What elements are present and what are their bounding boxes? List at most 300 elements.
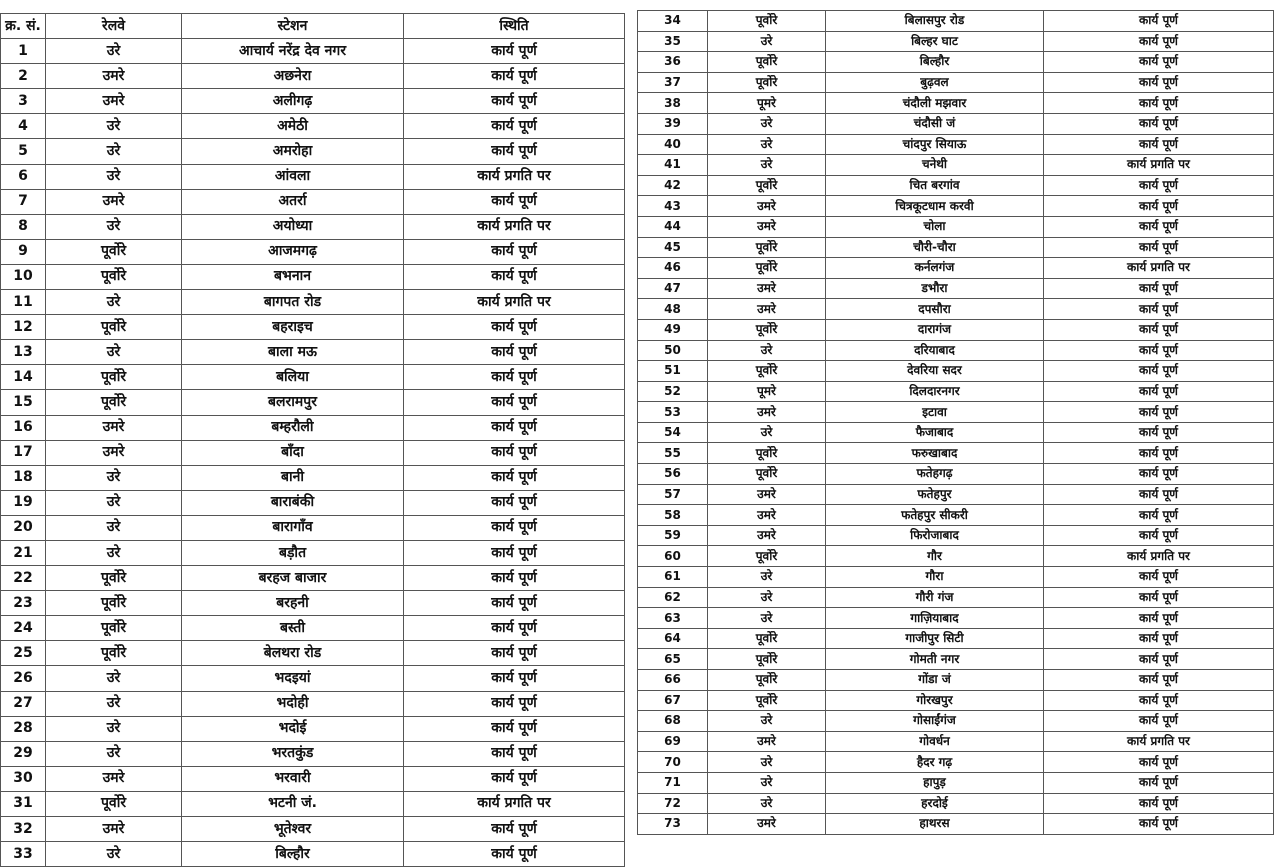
table-row — [638, 361, 1274, 382]
cell-status: कार्य पूर्ण — [1044, 525, 1274, 546]
cell-railway: पूर्वोरे — [46, 239, 182, 264]
table-row — [638, 113, 1274, 134]
cell-status: कार्य प्रगति पर — [1044, 546, 1274, 567]
cell-station-name: कर्नलगंज — [826, 258, 1044, 279]
cell-serial-number: 29 — [1, 741, 46, 766]
cell-railway: उरे — [708, 772, 826, 793]
cell-station-name: दरियाबाद — [826, 340, 1044, 361]
cell-station-name: गौरा — [826, 567, 1044, 588]
cell-railway: उमरे — [708, 278, 826, 299]
cell-status: कार्य प्रगति पर — [404, 791, 625, 816]
cell-status: कार्य पूर्ण — [1044, 443, 1274, 464]
cell-station-name: अलीगढ़ — [182, 89, 404, 114]
cell-status: कार्य पूर्ण — [404, 842, 625, 867]
cell-serial-number: 72 — [638, 793, 708, 814]
cell-railway: उमरे — [708, 402, 826, 423]
cell-status: कार्य पूर्ण — [1044, 196, 1274, 217]
table-row — [638, 443, 1274, 464]
table-row — [1, 390, 625, 415]
cell-railway: उरे — [46, 39, 182, 64]
table-row — [1, 791, 625, 816]
table-row — [638, 31, 1274, 52]
table-row — [638, 690, 1274, 711]
table-row — [638, 93, 1274, 114]
cell-railway: उमरे — [46, 89, 182, 114]
table-row — [1, 415, 625, 440]
table-row — [638, 464, 1274, 485]
cell-status: कार्य पूर्ण — [404, 365, 625, 390]
cell-railway: पूर्वोरे — [708, 11, 826, 32]
table-row — [638, 772, 1274, 793]
station-table-right — [637, 10, 1274, 835]
cell-serial-number: 55 — [638, 443, 708, 464]
cell-status: कार्य पूर्ण — [404, 390, 625, 415]
table-row — [1, 239, 625, 264]
table-row — [1, 189, 625, 214]
cell-status: कार्य पूर्ण — [1044, 319, 1274, 340]
cell-status: कार्य पूर्ण — [404, 415, 625, 440]
table-row — [1, 540, 625, 565]
cell-status: कार्य प्रगति पर — [404, 290, 625, 315]
cell-serial-number: 15 — [1, 390, 46, 415]
cell-status: कार्य पूर्ण — [404, 89, 625, 114]
cell-station-name: चौरी-चौरा — [826, 237, 1044, 258]
cell-serial-number: 64 — [638, 628, 708, 649]
cell-station-name: फतेहगढ़ — [826, 464, 1044, 485]
cell-station-name: बिल्हौर — [826, 52, 1044, 73]
cell-station-name: डभौरा — [826, 278, 1044, 299]
cell-railway: उरे — [708, 711, 826, 732]
cell-status: कार्य प्रगति पर — [1044, 155, 1274, 176]
table-row — [638, 237, 1274, 258]
cell-station-name: हरदोई — [826, 793, 1044, 814]
cell-railway: पूर्वोरे — [46, 315, 182, 340]
cell-railway: उरे — [46, 540, 182, 565]
cell-station-name: अमेठी — [182, 114, 404, 139]
cell-serial-number: 24 — [1, 616, 46, 641]
cell-status: कार्य पूर्ण — [404, 315, 625, 340]
cell-railway: उमरे — [708, 196, 826, 217]
table-row — [1, 114, 625, 139]
cell-railway: उमरे — [46, 440, 182, 465]
cell-status: कार्य पूर्ण — [1044, 11, 1274, 32]
table-row — [638, 319, 1274, 340]
cell-serial-number: 36 — [638, 52, 708, 73]
cell-serial-number: 17 — [1, 440, 46, 465]
table-row — [638, 628, 1274, 649]
cell-status: कार्य पूर्ण — [1044, 628, 1274, 649]
cell-railway: उमरे — [46, 64, 182, 89]
table-row — [1, 340, 625, 365]
cell-status: कार्य पूर्ण — [1044, 711, 1274, 732]
cell-status: कार्य पूर्ण — [1044, 361, 1274, 382]
cell-serial-number: 57 — [638, 484, 708, 505]
cell-status: कार्य पूर्ण — [404, 490, 625, 515]
cell-station-name: बम्हरौली — [182, 415, 404, 440]
cell-status: कार्य पूर्ण — [404, 189, 625, 214]
cell-railway: उरे — [46, 340, 182, 365]
cell-serial-number: 59 — [638, 525, 708, 546]
cell-serial-number: 68 — [638, 711, 708, 732]
cell-station-name: बस्ती — [182, 616, 404, 641]
cell-serial-number: 61 — [638, 567, 708, 588]
cell-station-name: बिल्हर घाट — [826, 31, 1044, 52]
cell-railway: पूर्वोरे — [46, 566, 182, 591]
cell-station-name: भदोही — [182, 691, 404, 716]
cell-station-name: इटावा — [826, 402, 1044, 423]
cell-railway: उमरे — [708, 505, 826, 526]
cell-station-name: बिलासपुर रोड — [826, 11, 1044, 32]
table-row — [638, 134, 1274, 155]
cell-station-name: चित बरगांव — [826, 175, 1044, 196]
table-row — [1, 89, 625, 114]
cell-railway: उरे — [46, 139, 182, 164]
table-row — [638, 567, 1274, 588]
cell-station-name: हाथरस — [826, 814, 1044, 835]
cell-railway: उरे — [46, 666, 182, 691]
cell-status: कार्य पूर्ण — [1044, 649, 1274, 670]
cell-railway: उरे — [46, 716, 182, 741]
table-row — [638, 649, 1274, 670]
cell-status: कार्य पूर्ण — [404, 591, 625, 616]
cell-status: कार्य पूर्ण — [1044, 422, 1274, 443]
cell-serial-number: 31 — [1, 791, 46, 816]
cell-station-name: भदइयां — [182, 666, 404, 691]
cell-status: कार्य पूर्ण — [404, 641, 625, 666]
cell-status: कार्य पूर्ण — [1044, 175, 1274, 196]
cell-railway: पूर्वोरे — [46, 365, 182, 390]
cell-serial-number: 65 — [638, 649, 708, 670]
cell-station-name: बिल्हौर — [182, 842, 404, 867]
table-row — [638, 793, 1274, 814]
header-serial-number: क्र. सं. — [1, 14, 46, 39]
cell-railway: उरे — [46, 490, 182, 515]
cell-serial-number: 73 — [638, 814, 708, 835]
cell-railway: उरे — [708, 608, 826, 629]
cell-serial-number: 44 — [638, 216, 708, 237]
cell-station-name: गोरखपुर — [826, 690, 1044, 711]
cell-status: कार्य पूर्ण — [1044, 608, 1274, 629]
table-row — [638, 258, 1274, 279]
cell-station-name: चोला — [826, 216, 1044, 237]
cell-station-name: बड़ौत — [182, 540, 404, 565]
cell-serial-number: 42 — [638, 175, 708, 196]
cell-station-name: दिलदारनगर — [826, 381, 1044, 402]
cell-railway: पूर्वोरे — [46, 791, 182, 816]
cell-serial-number: 20 — [1, 515, 46, 540]
table-row — [1, 641, 625, 666]
cell-railway: उरे — [46, 515, 182, 540]
cell-serial-number: 22 — [1, 566, 46, 591]
table-row — [638, 155, 1274, 176]
cell-railway: पूर्वोरे — [46, 616, 182, 641]
cell-serial-number: 56 — [638, 464, 708, 485]
cell-status: कार्य पूर्ण — [404, 666, 625, 691]
cell-railway: उमरे — [708, 814, 826, 835]
cell-railway: उरे — [708, 31, 826, 52]
cell-station-name: फिरोजाबाद — [826, 525, 1044, 546]
cell-station-name: भटनी जं. — [182, 791, 404, 816]
cell-serial-number: 12 — [1, 315, 46, 340]
cell-status: कार्य पूर्ण — [404, 64, 625, 89]
cell-status: कार्य पूर्ण — [404, 139, 625, 164]
header-station: स्टेशन — [182, 14, 404, 39]
cell-station-name: गाजीपुर सिटी — [826, 628, 1044, 649]
cell-status: कार्य पूर्ण — [1044, 340, 1274, 361]
cell-status: कार्य पूर्ण — [404, 114, 625, 139]
cell-railway: पूर्वोरे — [708, 628, 826, 649]
cell-railway: पूर्वोरे — [708, 464, 826, 485]
cell-station-name: आंवला — [182, 164, 404, 189]
cell-status: कार्य पूर्ण — [1044, 690, 1274, 711]
cell-serial-number: 7 — [1, 189, 46, 214]
header-status: स्थिति — [404, 14, 625, 39]
table-row — [638, 608, 1274, 629]
table-row — [1, 566, 625, 591]
cell-station-name: फैजाबाद — [826, 422, 1044, 443]
cell-status: कार्य पूर्ण — [1044, 464, 1274, 485]
table-row — [1, 164, 625, 189]
cell-railway: पूर्वोरे — [708, 670, 826, 691]
cell-serial-number: 38 — [638, 93, 708, 114]
table-row — [1, 264, 625, 289]
cell-status: कार्य पूर्ण — [1044, 814, 1274, 835]
cell-status: कार्य पूर्ण — [1044, 113, 1274, 134]
table-row — [638, 402, 1274, 423]
cell-railway: उमरे — [46, 817, 182, 842]
cell-station-name: चनेथी — [826, 155, 1044, 176]
cell-status: कार्य पूर्ण — [1044, 402, 1274, 423]
table-row — [1, 139, 625, 164]
cell-status: कार्य पूर्ण — [404, 540, 625, 565]
cell-status: कार्य पूर्ण — [1044, 670, 1274, 691]
cell-serial-number: 18 — [1, 465, 46, 490]
cell-station-name: भूतेश्वर — [182, 817, 404, 842]
table-row — [1, 741, 625, 766]
cell-status: कार्य पूर्ण — [404, 239, 625, 264]
cell-serial-number: 60 — [638, 546, 708, 567]
cell-railway: उमरे — [708, 299, 826, 320]
cell-serial-number: 37 — [638, 72, 708, 93]
cell-station-name: बेलथरा रोड — [182, 641, 404, 666]
cell-serial-number: 63 — [638, 608, 708, 629]
cell-status: कार्य प्रगति पर — [1044, 258, 1274, 279]
cell-serial-number: 23 — [1, 591, 46, 616]
cell-station-name: बारागाँव — [182, 515, 404, 540]
cell-railway: पूर्वोरे — [46, 591, 182, 616]
cell-serial-number: 26 — [1, 666, 46, 691]
cell-station-name: अतर्रा — [182, 189, 404, 214]
cell-serial-number: 28 — [1, 716, 46, 741]
cell-station-name: बाँदा — [182, 440, 404, 465]
cell-station-name: भरवारी — [182, 766, 404, 791]
cell-station-name: बभनान — [182, 264, 404, 289]
cell-station-name: बलिया — [182, 365, 404, 390]
cell-station-name: फतेहपुर — [826, 484, 1044, 505]
cell-railway: उमरे — [708, 731, 826, 752]
cell-railway: पूर्वोरे — [708, 690, 826, 711]
table-row — [638, 216, 1274, 237]
cell-status: कार्य पूर्ण — [1044, 793, 1274, 814]
cell-serial-number: 2 — [1, 64, 46, 89]
cell-railway: उमरे — [46, 415, 182, 440]
table-row — [638, 525, 1274, 546]
cell-serial-number: 35 — [638, 31, 708, 52]
cell-railway: पूर्वोरे — [708, 361, 826, 382]
cell-serial-number: 9 — [1, 239, 46, 264]
cell-serial-number: 11 — [1, 290, 46, 315]
table-row — [1, 591, 625, 616]
table-row — [638, 278, 1274, 299]
cell-railway: पूर्वोरे — [46, 390, 182, 415]
cell-serial-number: 14 — [1, 365, 46, 390]
cell-serial-number: 4 — [1, 114, 46, 139]
cell-serial-number: 13 — [1, 340, 46, 365]
cell-railway: उरे — [46, 741, 182, 766]
cell-status: कार्य पूर्ण — [404, 766, 625, 791]
cell-railway: उरे — [46, 290, 182, 315]
cell-serial-number: 45 — [638, 237, 708, 258]
table-row — [638, 52, 1274, 73]
cell-railway: उरे — [46, 842, 182, 867]
cell-railway: पूर्वोरे — [46, 641, 182, 666]
cell-station-name: चांदपुर सियाऊ — [826, 134, 1044, 155]
cell-railway: उरे — [708, 340, 826, 361]
cell-serial-number: 3 — [1, 89, 46, 114]
cell-station-name: हापुड़ — [826, 772, 1044, 793]
cell-status: कार्य पूर्ण — [404, 691, 625, 716]
cell-station-name: चंदौसी जं — [826, 113, 1044, 134]
table-row — [1, 214, 625, 239]
table-row — [1, 490, 625, 515]
cell-serial-number: 69 — [638, 731, 708, 752]
table-row — [638, 11, 1274, 32]
cell-status: कार्य प्रगति पर — [404, 164, 625, 189]
cell-status: कार्य पूर्ण — [1044, 216, 1274, 237]
cell-status: कार्य पूर्ण — [404, 465, 625, 490]
table-row — [1, 315, 625, 340]
cell-station-name: गोमती नगर — [826, 649, 1044, 670]
cell-railway: पूर्वोरे — [708, 443, 826, 464]
table-row — [1, 465, 625, 490]
cell-serial-number: 67 — [638, 690, 708, 711]
cell-serial-number: 43 — [638, 196, 708, 217]
table-row — [1, 39, 625, 64]
table-row — [638, 752, 1274, 773]
cell-station-name: गौर — [826, 546, 1044, 567]
cell-railway: पूर्वोरे — [708, 319, 826, 340]
cell-serial-number: 8 — [1, 214, 46, 239]
cell-station-name: आजमगढ़ — [182, 239, 404, 264]
cell-railway: उरे — [46, 691, 182, 716]
cell-serial-number: 25 — [1, 641, 46, 666]
cell-station-name: बाराबंकी — [182, 490, 404, 515]
cell-serial-number: 32 — [1, 817, 46, 842]
cell-status: कार्य पूर्ण — [1044, 484, 1274, 505]
cell-railway: उरे — [708, 134, 826, 155]
cell-station-name: अयोध्या — [182, 214, 404, 239]
cell-status: कार्य पूर्ण — [1044, 278, 1274, 299]
table-row — [1, 817, 625, 842]
cell-station-name: भरतकुंड — [182, 741, 404, 766]
table-row — [1, 716, 625, 741]
cell-status: कार्य पूर्ण — [1044, 299, 1274, 320]
cell-serial-number: 33 — [1, 842, 46, 867]
cell-station-name: बुढ़वल — [826, 72, 1044, 93]
cell-status: कार्य पूर्ण — [404, 741, 625, 766]
cell-railway: उमरे — [46, 766, 182, 791]
table-row — [1, 64, 625, 89]
cell-station-name: गोवर्धन — [826, 731, 1044, 752]
cell-serial-number: 34 — [638, 11, 708, 32]
cell-serial-number: 19 — [1, 490, 46, 515]
cell-railway: उरे — [708, 752, 826, 773]
cell-railway: पूर्वोरे — [708, 649, 826, 670]
cell-station-name: फरुखाबाद — [826, 443, 1044, 464]
cell-station-name: बाला मऊ — [182, 340, 404, 365]
table-row — [638, 381, 1274, 402]
cell-status: कार्य पूर्ण — [404, 264, 625, 289]
cell-station-name: गौरी गंज — [826, 587, 1044, 608]
cell-railway: उरे — [708, 155, 826, 176]
table-header-row — [1, 14, 625, 39]
cell-serial-number: 53 — [638, 402, 708, 423]
cell-station-name: भदोई — [182, 716, 404, 741]
cell-railway: पूर्वोरे — [708, 546, 826, 567]
cell-station-name: फतेहपुर सीकरी — [826, 505, 1044, 526]
table-row — [1, 766, 625, 791]
cell-status: कार्य पूर्ण — [1044, 772, 1274, 793]
cell-serial-number: 30 — [1, 766, 46, 791]
cell-railway: पूमरे — [708, 381, 826, 402]
cell-railway: उमरे — [708, 216, 826, 237]
cell-status: कार्य पूर्ण — [1044, 381, 1274, 402]
cell-railway: उमरे — [708, 525, 826, 546]
table-row — [1, 290, 625, 315]
table-row — [638, 711, 1274, 732]
cell-serial-number: 47 — [638, 278, 708, 299]
cell-railway: उरे — [708, 567, 826, 588]
cell-railway: पूर्वोरे — [708, 258, 826, 279]
table-row — [1, 691, 625, 716]
cell-serial-number: 16 — [1, 415, 46, 440]
table-row — [1, 440, 625, 465]
cell-railway: उरे — [708, 587, 826, 608]
cell-station-name: गोंडा जं — [826, 670, 1044, 691]
cell-serial-number: 1 — [1, 39, 46, 64]
cell-station-name: चंदौली मझवार — [826, 93, 1044, 114]
cell-railway: पूर्वोरे — [46, 264, 182, 289]
cell-status: कार्य पूर्ण — [1044, 134, 1274, 155]
cell-railway: उरे — [46, 164, 182, 189]
cell-status: कार्य पूर्ण — [1044, 567, 1274, 588]
table-row — [1, 842, 625, 867]
table-row — [638, 670, 1274, 691]
station-table-left — [0, 13, 625, 867]
cell-status: कार्य पूर्ण — [404, 340, 625, 365]
table-row — [638, 196, 1274, 217]
cell-railway: पूमरे — [708, 93, 826, 114]
table-row — [638, 505, 1274, 526]
cell-railway: उमरे — [46, 189, 182, 214]
cell-status: कार्य प्रगति पर — [404, 214, 625, 239]
cell-serial-number: 21 — [1, 540, 46, 565]
cell-serial-number: 52 — [638, 381, 708, 402]
cell-serial-number: 54 — [638, 422, 708, 443]
cell-status: कार्य पूर्ण — [404, 716, 625, 741]
cell-serial-number: 71 — [638, 772, 708, 793]
cell-serial-number: 46 — [638, 258, 708, 279]
